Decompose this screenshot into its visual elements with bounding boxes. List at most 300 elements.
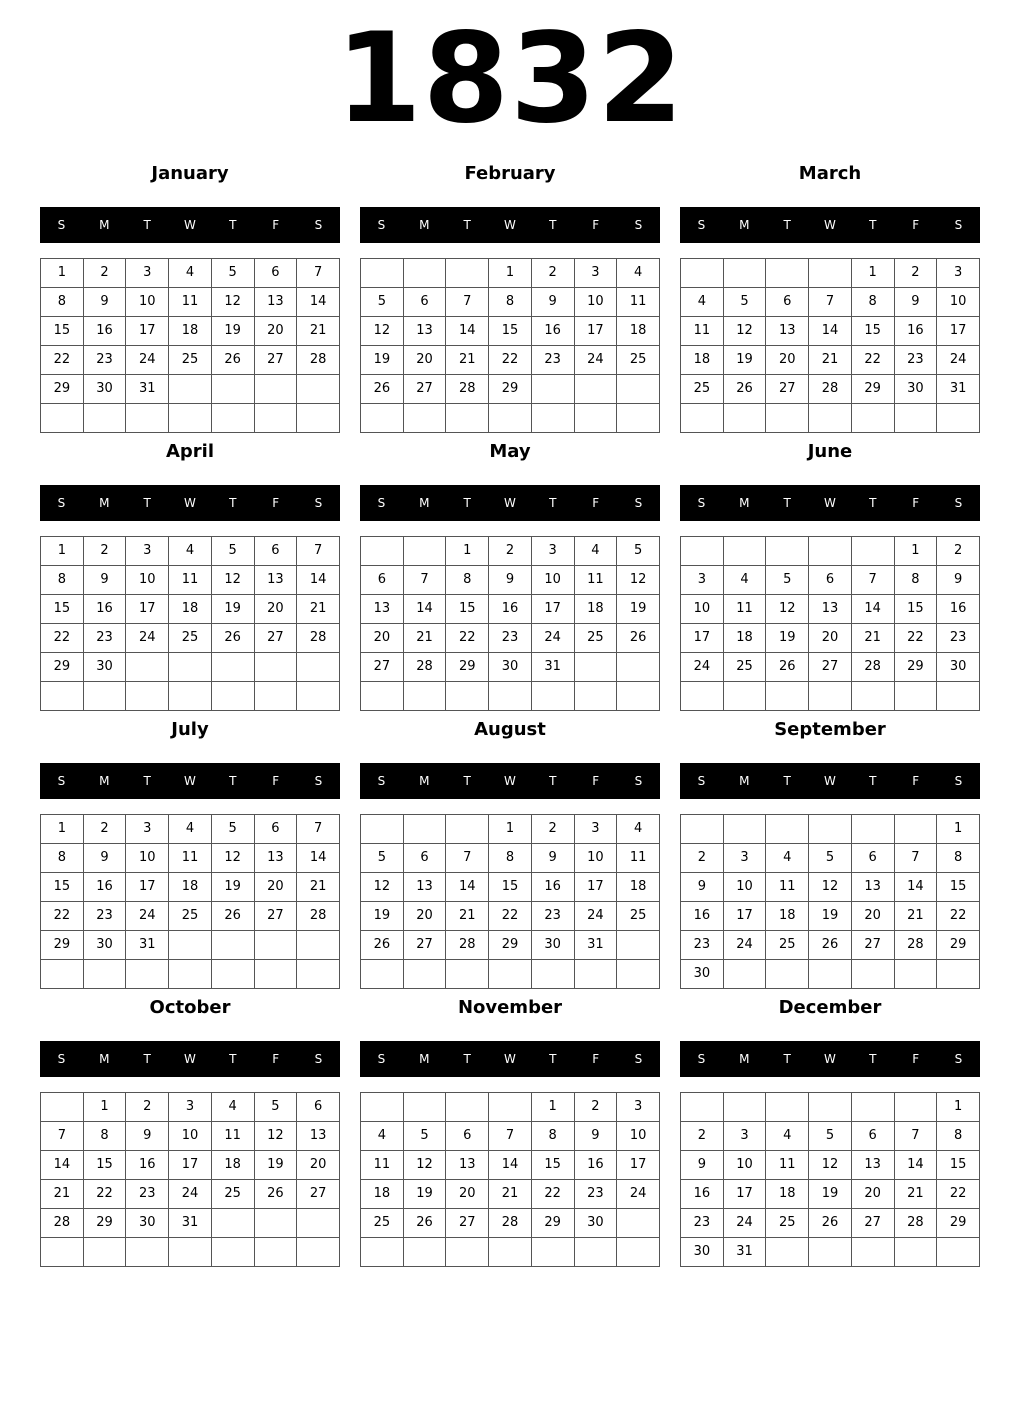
weekday-label: T xyxy=(143,496,151,510)
day-cell: 15 xyxy=(489,873,532,902)
week-row xyxy=(681,682,980,711)
week-row xyxy=(361,902,660,931)
day-cell: 21 xyxy=(489,1180,532,1209)
day-cell: 28 xyxy=(446,375,489,404)
day-cell: 19 xyxy=(211,317,254,346)
weekday-label: W xyxy=(184,218,196,232)
day-cell: 6 xyxy=(297,1093,340,1122)
week-row xyxy=(41,595,340,624)
day-cell: 23 xyxy=(574,1180,617,1209)
day-cell xyxy=(723,259,766,288)
day-cell: 8 xyxy=(83,1122,126,1151)
day-cell xyxy=(403,960,446,989)
day-cell: 4 xyxy=(574,537,617,566)
day-cell: 27 xyxy=(766,375,809,404)
day-cell xyxy=(211,1238,254,1267)
day-cell xyxy=(617,682,660,711)
day-cell: 1 xyxy=(41,259,84,288)
day-cell xyxy=(681,537,724,566)
day-cell xyxy=(446,960,489,989)
day-cell: 12 xyxy=(723,317,766,346)
day-cell xyxy=(489,1238,532,1267)
day-cell: 17 xyxy=(723,1180,766,1209)
day-cell: 25 xyxy=(766,931,809,960)
day-cell: 26 xyxy=(403,1209,446,1238)
day-cell: 14 xyxy=(489,1151,532,1180)
month-name: April xyxy=(165,441,215,462)
day-cell xyxy=(937,960,980,989)
day-cell: 17 xyxy=(126,595,169,624)
day-cell: 27 xyxy=(254,902,297,931)
day-cell: 21 xyxy=(894,902,937,931)
day-cell: 5 xyxy=(403,1122,446,1151)
week-row xyxy=(681,1122,980,1151)
day-cell: 4 xyxy=(723,566,766,595)
weekday-label: F xyxy=(912,1052,920,1066)
weekday-label: T xyxy=(549,774,557,788)
day-cell: 11 xyxy=(681,317,724,346)
day-cell: 27 xyxy=(254,624,297,653)
day-cell: 2 xyxy=(83,537,126,566)
weekday-label: T xyxy=(229,218,237,232)
day-cell xyxy=(531,960,574,989)
day-cell: 10 xyxy=(531,566,574,595)
week-row xyxy=(361,844,660,873)
week-row xyxy=(41,1093,340,1122)
day-cell: 12 xyxy=(617,566,660,595)
day-cell: 4 xyxy=(169,537,212,566)
day-cell: 21 xyxy=(894,1180,937,1209)
day-cell xyxy=(531,1238,574,1267)
day-cell xyxy=(403,682,446,711)
day-cell: 5 xyxy=(617,537,660,566)
day-cell: 5 xyxy=(766,566,809,595)
day-cell: 18 xyxy=(617,317,660,346)
week-row xyxy=(41,346,340,375)
weekday-header xyxy=(680,763,980,799)
weekday-header xyxy=(40,485,340,521)
day-cell: 16 xyxy=(126,1151,169,1180)
day-cell: 28 xyxy=(403,653,446,682)
weekday-label: S xyxy=(697,218,706,232)
day-cell: 14 xyxy=(446,317,489,346)
day-cell: 6 xyxy=(851,1122,894,1151)
day-cell xyxy=(766,404,809,433)
day-cell: 4 xyxy=(766,1122,809,1151)
week-row xyxy=(361,1151,660,1180)
weekday-label: S xyxy=(57,1052,66,1066)
day-cell xyxy=(617,1238,660,1267)
day-cell: 23 xyxy=(894,346,937,375)
day-cell: 16 xyxy=(531,873,574,902)
day-cell xyxy=(361,682,404,711)
weekday-label: M xyxy=(99,218,110,232)
day-cell: 15 xyxy=(851,317,894,346)
day-cell: 11 xyxy=(169,566,212,595)
day-cell: 29 xyxy=(894,653,937,682)
day-cell xyxy=(254,375,297,404)
day-cell xyxy=(766,1238,809,1267)
day-cell xyxy=(851,815,894,844)
day-cell: 4 xyxy=(169,259,212,288)
day-grid xyxy=(40,258,340,433)
weekday-label: T xyxy=(229,774,237,788)
day-cell xyxy=(403,259,446,288)
day-cell: 1 xyxy=(894,537,937,566)
day-cell xyxy=(126,682,169,711)
day-cell xyxy=(361,815,404,844)
day-cell: 14 xyxy=(297,844,340,873)
week-row xyxy=(681,1180,980,1209)
day-cell xyxy=(83,404,126,433)
week-row xyxy=(361,931,660,960)
day-cell: 30 xyxy=(489,653,532,682)
day-cell: 23 xyxy=(83,346,126,375)
day-cell: 27 xyxy=(254,346,297,375)
day-cell: 26 xyxy=(809,931,852,960)
day-cell: 21 xyxy=(809,346,852,375)
day-cell: 11 xyxy=(766,1151,809,1180)
day-cell: 12 xyxy=(211,844,254,873)
week-row xyxy=(681,566,980,595)
week-row xyxy=(41,288,340,317)
day-cell: 29 xyxy=(489,375,532,404)
day-cell: 7 xyxy=(297,259,340,288)
day-cell xyxy=(446,815,489,844)
day-cell: 15 xyxy=(937,1151,980,1180)
day-cell xyxy=(574,1238,617,1267)
day-cell: 3 xyxy=(723,1122,766,1151)
day-cell xyxy=(297,1209,340,1238)
day-cell xyxy=(83,960,126,989)
day-cell: 29 xyxy=(531,1209,574,1238)
day-cell: 10 xyxy=(723,873,766,902)
day-cell: 6 xyxy=(254,537,297,566)
week-row xyxy=(681,1238,980,1267)
day-cell: 8 xyxy=(489,844,532,873)
day-cell: 17 xyxy=(723,902,766,931)
day-cell: 9 xyxy=(531,288,574,317)
day-cell: 27 xyxy=(403,375,446,404)
day-cell: 26 xyxy=(254,1180,297,1209)
day-cell: 19 xyxy=(211,595,254,624)
day-cell: 14 xyxy=(894,873,937,902)
day-cell: 22 xyxy=(937,902,980,931)
day-cell: 4 xyxy=(617,259,660,288)
day-cell: 2 xyxy=(531,815,574,844)
day-cell: 18 xyxy=(169,595,212,624)
day-cell xyxy=(446,404,489,433)
day-cell: 8 xyxy=(41,566,84,595)
day-cell: 17 xyxy=(126,317,169,346)
month-name: December xyxy=(778,997,882,1018)
day-cell xyxy=(894,960,937,989)
day-cell: 13 xyxy=(809,595,852,624)
weekday-header xyxy=(40,207,340,243)
day-cell: 6 xyxy=(254,259,297,288)
day-cell xyxy=(723,1093,766,1122)
day-cell: 19 xyxy=(809,1180,852,1209)
week-row xyxy=(361,566,660,595)
day-cell: 26 xyxy=(723,375,766,404)
day-cell: 30 xyxy=(937,653,980,682)
day-cell: 12 xyxy=(211,566,254,595)
day-cell: 14 xyxy=(297,288,340,317)
weekday-label: W xyxy=(184,496,196,510)
weekday-label: F xyxy=(912,774,920,788)
day-cell: 3 xyxy=(126,815,169,844)
day-cell: 13 xyxy=(403,873,446,902)
month-name: March xyxy=(798,163,862,184)
day-grid xyxy=(40,814,340,989)
day-cell: 16 xyxy=(574,1151,617,1180)
day-cell: 24 xyxy=(574,346,617,375)
day-cell xyxy=(169,1238,212,1267)
day-cell xyxy=(254,653,297,682)
week-row xyxy=(361,1209,660,1238)
weekday-header xyxy=(360,207,660,243)
day-cell xyxy=(403,815,446,844)
weekday-header xyxy=(680,485,980,521)
day-cell: 11 xyxy=(574,566,617,595)
weekday-label: F xyxy=(592,496,600,510)
day-cell: 13 xyxy=(851,1151,894,1180)
weekday-header xyxy=(680,207,980,243)
day-cell: 19 xyxy=(617,595,660,624)
day-cell: 17 xyxy=(126,873,169,902)
day-cell: 4 xyxy=(681,288,724,317)
week-row xyxy=(681,653,980,682)
week-row xyxy=(41,537,340,566)
day-cell: 31 xyxy=(937,375,980,404)
day-cell: 10 xyxy=(937,288,980,317)
day-cell: 8 xyxy=(41,288,84,317)
weekday-label: S xyxy=(634,218,643,232)
day-cell: 2 xyxy=(681,844,724,873)
weekday-label: S xyxy=(57,774,66,788)
day-cell: 8 xyxy=(446,566,489,595)
weekday-label: S xyxy=(377,496,386,510)
weekday-label: M xyxy=(739,774,750,788)
day-cell: 5 xyxy=(254,1093,297,1122)
day-cell: 18 xyxy=(169,873,212,902)
day-cell xyxy=(211,653,254,682)
weekday-label: W xyxy=(504,496,516,510)
day-cell xyxy=(809,537,852,566)
weekday-label: S xyxy=(954,774,963,788)
day-cell: 3 xyxy=(617,1093,660,1122)
month-name: January xyxy=(151,163,229,184)
day-cell: 9 xyxy=(574,1122,617,1151)
day-cell: 25 xyxy=(211,1180,254,1209)
day-cell xyxy=(851,404,894,433)
day-cell: 26 xyxy=(809,1209,852,1238)
day-cell: 7 xyxy=(41,1122,84,1151)
day-cell: 23 xyxy=(531,346,574,375)
day-grid xyxy=(360,814,660,989)
day-cell: 28 xyxy=(489,1209,532,1238)
week-row xyxy=(681,346,980,375)
day-cell: 29 xyxy=(41,375,84,404)
week-row xyxy=(361,537,660,566)
day-cell: 7 xyxy=(446,288,489,317)
day-cell: 18 xyxy=(169,317,212,346)
day-cell: 30 xyxy=(83,931,126,960)
day-cell: 22 xyxy=(41,346,84,375)
weekday-header xyxy=(360,485,660,521)
day-cell xyxy=(297,682,340,711)
day-cell: 1 xyxy=(531,1093,574,1122)
day-cell: 8 xyxy=(41,844,84,873)
day-cell: 7 xyxy=(894,1122,937,1151)
day-cell xyxy=(254,1238,297,1267)
weekday-label: W xyxy=(504,774,516,788)
day-cell: 7 xyxy=(403,566,446,595)
day-cell: 16 xyxy=(937,595,980,624)
weekday-label: T xyxy=(143,218,151,232)
day-cell: 20 xyxy=(297,1151,340,1180)
weekday-label: S xyxy=(314,496,323,510)
day-cell: 25 xyxy=(617,346,660,375)
day-cell xyxy=(531,682,574,711)
day-cell xyxy=(361,404,404,433)
day-cell: 13 xyxy=(403,317,446,346)
day-cell: 6 xyxy=(403,844,446,873)
day-cell xyxy=(617,375,660,404)
day-cell xyxy=(254,404,297,433)
day-cell: 7 xyxy=(446,844,489,873)
day-cell xyxy=(41,682,84,711)
weekday-label: F xyxy=(912,496,920,510)
day-cell: 24 xyxy=(617,1180,660,1209)
day-cell xyxy=(126,404,169,433)
day-cell: 9 xyxy=(489,566,532,595)
weekday-label: M xyxy=(739,218,750,232)
week-row xyxy=(361,653,660,682)
day-cell: 21 xyxy=(297,595,340,624)
day-cell xyxy=(361,960,404,989)
day-cell xyxy=(809,960,852,989)
day-grid xyxy=(680,1092,980,1267)
week-row xyxy=(361,1093,660,1122)
day-cell: 12 xyxy=(361,873,404,902)
day-cell: 27 xyxy=(851,931,894,960)
day-cell xyxy=(681,1093,724,1122)
month-name: October xyxy=(149,997,231,1018)
weekday-label: M xyxy=(419,1052,430,1066)
weekday-label: W xyxy=(824,496,836,510)
day-grid xyxy=(360,1092,660,1267)
day-cell: 22 xyxy=(851,346,894,375)
day-cell: 15 xyxy=(41,595,84,624)
weekday-label: T xyxy=(869,496,877,510)
weekday-label: T xyxy=(783,1052,791,1066)
day-cell: 6 xyxy=(446,1122,489,1151)
day-cell xyxy=(41,1093,84,1122)
day-cell: 19 xyxy=(361,346,404,375)
weekday-label: W xyxy=(824,218,836,232)
day-cell: 28 xyxy=(297,346,340,375)
day-cell: 16 xyxy=(83,873,126,902)
day-cell: 27 xyxy=(809,653,852,682)
day-cell xyxy=(723,537,766,566)
day-grid xyxy=(680,536,980,711)
day-cell: 31 xyxy=(574,931,617,960)
day-cell: 18 xyxy=(211,1151,254,1180)
day-cell: 24 xyxy=(169,1180,212,1209)
day-cell: 5 xyxy=(809,1122,852,1151)
day-cell: 20 xyxy=(766,346,809,375)
day-cell: 6 xyxy=(766,288,809,317)
weekday-label: T xyxy=(229,1052,237,1066)
day-cell: 17 xyxy=(169,1151,212,1180)
day-cell: 2 xyxy=(489,537,532,566)
day-cell xyxy=(83,682,126,711)
day-cell: 12 xyxy=(211,288,254,317)
day-cell xyxy=(489,682,532,711)
day-cell: 28 xyxy=(851,653,894,682)
day-cell xyxy=(809,1238,852,1267)
weekday-label: M xyxy=(99,774,110,788)
day-cell: 11 xyxy=(617,844,660,873)
day-cell xyxy=(211,960,254,989)
day-cell: 24 xyxy=(723,931,766,960)
day-cell: 10 xyxy=(126,844,169,873)
day-cell: 24 xyxy=(126,902,169,931)
day-cell: 25 xyxy=(169,624,212,653)
day-cell: 26 xyxy=(211,346,254,375)
day-cell xyxy=(489,404,532,433)
day-cell: 15 xyxy=(83,1151,126,1180)
day-cell xyxy=(681,682,724,711)
day-cell: 20 xyxy=(446,1180,489,1209)
weekday-label: S xyxy=(697,774,706,788)
weekday-label: S xyxy=(697,496,706,510)
day-cell: 3 xyxy=(937,259,980,288)
day-cell xyxy=(297,931,340,960)
day-cell xyxy=(169,682,212,711)
day-cell: 18 xyxy=(361,1180,404,1209)
weekday-label: M xyxy=(739,1052,750,1066)
week-row xyxy=(361,1238,660,1267)
day-cell xyxy=(126,1238,169,1267)
day-cell: 25 xyxy=(361,1209,404,1238)
weekday-label: M xyxy=(419,218,430,232)
day-cell: 1 xyxy=(937,1093,980,1122)
week-row xyxy=(361,288,660,317)
day-cell: 16 xyxy=(489,595,532,624)
day-cell: 17 xyxy=(531,595,574,624)
day-cell: 29 xyxy=(489,931,532,960)
day-cell: 22 xyxy=(41,902,84,931)
week-row xyxy=(41,1180,340,1209)
day-cell: 14 xyxy=(851,595,894,624)
weekday-label: F xyxy=(272,496,280,510)
day-cell xyxy=(937,404,980,433)
week-row xyxy=(681,595,980,624)
week-row xyxy=(41,566,340,595)
day-cell: 29 xyxy=(41,931,84,960)
weekday-label: S xyxy=(377,1052,386,1066)
day-cell: 23 xyxy=(937,624,980,653)
day-cell: 8 xyxy=(851,288,894,317)
week-row xyxy=(681,1093,980,1122)
day-cell xyxy=(297,1238,340,1267)
day-cell xyxy=(809,404,852,433)
week-row xyxy=(41,902,340,931)
week-row xyxy=(361,346,660,375)
week-row xyxy=(681,844,980,873)
